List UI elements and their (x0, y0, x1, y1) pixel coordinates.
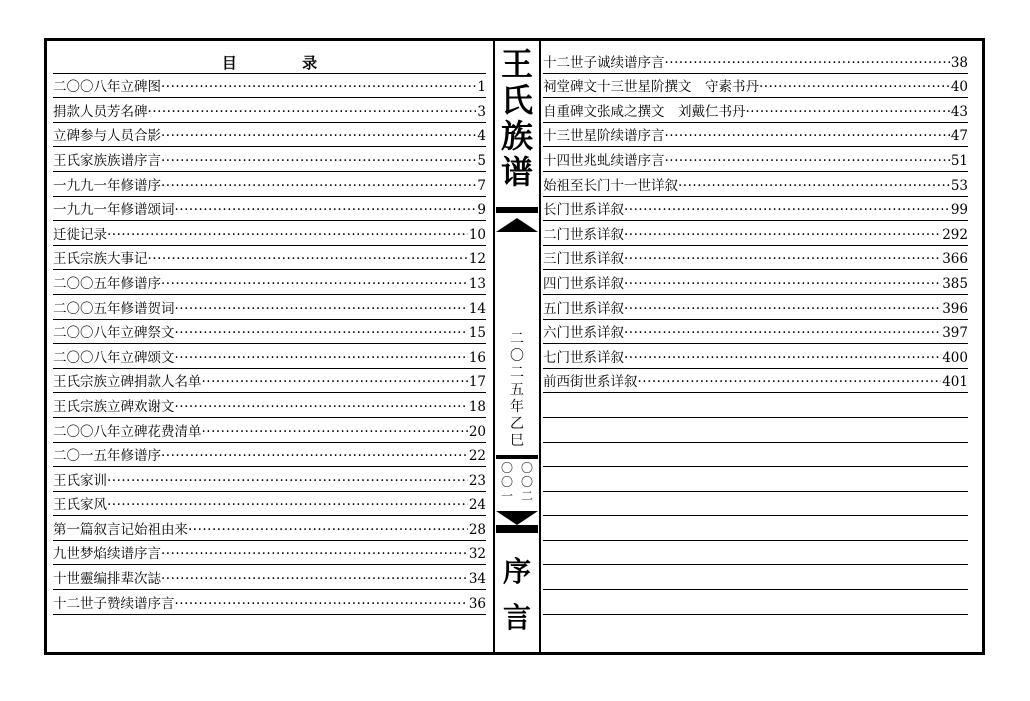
toc-left-entry[interactable] (53, 369, 486, 394)
toc-right-entry[interactable] (543, 320, 968, 345)
entry-page-number: 36 (468, 595, 486, 612)
edition-year-char: 二 (510, 331, 524, 347)
toc-left-entry[interactable] (53, 221, 486, 246)
entry-title: 二〇〇八年立碑图 (53, 79, 161, 96)
empty-ruled-line (543, 467, 968, 492)
entry-page-number: 292 (942, 226, 968, 243)
entry-page-number: 396 (942, 300, 968, 317)
spine-bar-top (496, 207, 538, 213)
entry-page-number: 38 (950, 54, 968, 71)
entry-page-number: 28 (468, 521, 486, 538)
toc-right-entry[interactable] (543, 221, 968, 246)
toc-right-entry[interactable] (543, 172, 968, 197)
entry-title: 十三世星阶续谱序言 (543, 128, 665, 145)
toc-left-entry[interactable] (53, 197, 486, 222)
entry-page-number: 14 (468, 300, 486, 317)
entry-page-number: 385 (942, 275, 968, 292)
entry-title: 王氏家族族谱序言 (53, 152, 161, 169)
dot-leader (665, 153, 950, 169)
toc-right-entry[interactable] (543, 295, 968, 320)
entry-page-number: 47 (950, 128, 968, 145)
toc-left-column (53, 49, 486, 615)
entry-page-number: 53 (950, 177, 968, 194)
spine-bar-mid (496, 455, 538, 459)
entry-title: 一九九一年修谱颂词 (53, 202, 175, 219)
dot-leader (665, 128, 950, 144)
dot-leader (746, 104, 950, 120)
empty-ruled-line (543, 541, 968, 566)
dot-leader (107, 227, 468, 243)
dot-leader (175, 399, 468, 415)
toc-left-entry[interactable] (53, 270, 486, 295)
dot-leader (665, 55, 950, 71)
empty-ruled-line (543, 443, 968, 468)
dot-leader (624, 251, 941, 267)
entry-title: 自重碑文张咸之撰文 刘戴仁书丹 (543, 103, 746, 120)
entry-page-number: 10 (468, 226, 486, 243)
dot-leader (107, 473, 468, 489)
page-left-digit: 一 (500, 489, 513, 503)
dot-leader (175, 202, 477, 218)
spine-band (493, 41, 541, 652)
book-title-char: 族 (500, 117, 533, 155)
entry-title: 三门世系详叙 (543, 251, 624, 268)
entry-page-number: 1 (477, 79, 486, 96)
toc-left-entry[interactable] (53, 467, 486, 492)
edition-year-char: 乙 (510, 416, 524, 432)
dot-leader (175, 301, 468, 317)
entry-page-number: 23 (468, 472, 486, 489)
entry-page-number: 3 (477, 103, 486, 120)
entry-page-number: 12 (468, 251, 486, 268)
entry-title: 四门世系详叙 (543, 275, 624, 292)
entry-page-number: 43 (950, 103, 968, 120)
entry-title: 十二世子诚续谱序言 (543, 54, 665, 71)
entry-title: 二〇〇八年立碑祭文 (53, 325, 175, 342)
book-title-char: 王 (500, 45, 533, 83)
entry-title: 祠堂碑文十三世星阶撰文 守素书丹 (543, 79, 759, 96)
dot-leader (624, 325, 941, 341)
entry-title: 二〇〇五年修谱贺词 (53, 300, 175, 317)
page-right-digit: 二 (520, 489, 533, 503)
dot-leader (161, 128, 476, 144)
page-right-digit: 〇 (520, 461, 533, 475)
dot-leader (148, 104, 477, 120)
entry-page-number: 40 (950, 79, 968, 96)
spine-arrow-up (496, 218, 538, 232)
entry-page-number: 15 (468, 325, 486, 342)
book-spread-frame (44, 38, 985, 655)
dot-leader (624, 276, 941, 292)
toc-left-entry[interactable] (53, 516, 486, 541)
entry-page-number: 7 (477, 177, 486, 194)
dot-leader (678, 178, 950, 194)
book-title-char: 谱 (500, 153, 533, 191)
toc-right-column (543, 49, 968, 615)
toc-right-entry[interactable] (543, 147, 968, 172)
entry-title: 二〇〇八年立碑颂文 (53, 349, 175, 366)
toc-right-entry[interactable] (543, 197, 968, 222)
dot-leader (188, 522, 468, 538)
entry-page-number: 32 (468, 546, 486, 563)
entry-title: 十世靈编排辈次誌 (53, 571, 161, 588)
toc-left-entry[interactable] (53, 246, 486, 271)
toc-right-entry[interactable] (543, 49, 968, 74)
toc-right-entry[interactable] (543, 344, 968, 369)
toc-right-entry[interactable] (543, 123, 968, 148)
entry-title: 始祖至长门十一世详叙 (543, 177, 678, 194)
entry-page-number: 22 (468, 448, 486, 465)
entry-title: 王氏宗族立碑欢谢文 (53, 398, 175, 415)
dot-leader (161, 546, 468, 562)
dot-leader (638, 374, 942, 390)
dot-leader (202, 374, 468, 390)
entry-title: 二〇〇八年立碑花费清单 (53, 423, 202, 440)
toc-left-entry[interactable] (53, 418, 486, 443)
section-title (493, 549, 541, 641)
dot-leader (202, 424, 468, 440)
edition-year-char: 二 (510, 365, 524, 381)
toc-left-entry[interactable] (53, 541, 486, 566)
entry-page-number: 51 (950, 152, 968, 169)
entry-title: 迁徙记录 (53, 226, 107, 243)
dot-leader (161, 276, 468, 292)
toc-left-entry[interactable] (53, 147, 486, 172)
edition-year-char: 〇 (510, 348, 524, 364)
dot-leader (107, 497, 468, 513)
empty-ruled-line (543, 590, 968, 615)
page-number-left (497, 461, 517, 503)
entry-title: 第一篇叙言记始祖由来 (53, 521, 188, 538)
empty-ruled-line (543, 516, 968, 541)
entry-title: 十二世子赞续谱序言 (53, 595, 175, 612)
toc-left-entry[interactable] (53, 172, 486, 197)
entry-title: 二〇一五年修谱序 (53, 448, 161, 465)
dot-leader (161, 79, 476, 95)
edition-year-char: 年 (510, 399, 524, 415)
empty-ruled-line (543, 418, 968, 443)
entry-page-number: 400 (942, 349, 968, 366)
dot-leader (175, 325, 468, 341)
entry-page-number: 18 (468, 398, 486, 415)
empty-ruled-line (543, 492, 968, 517)
dot-leader (175, 596, 468, 612)
entry-title: 一九九一年修谱序 (53, 177, 161, 194)
entry-page-number: 397 (942, 325, 968, 342)
entry-page-number: 13 (468, 275, 486, 292)
edition-year (493, 331, 541, 450)
entry-page-number: 20 (468, 423, 486, 440)
section-title-char: 序 (502, 555, 531, 588)
toc-left-entry[interactable] (53, 320, 486, 345)
entry-title: 七门世系详叙 (543, 349, 624, 366)
empty-ruled-line (543, 393, 968, 418)
entry-page-number: 9 (477, 202, 486, 219)
entry-page-number: 366 (942, 251, 968, 268)
entry-title: 王氏宗族大事记 (53, 251, 148, 268)
entry-title: 王氏宗族立碑捐款人名单 (53, 374, 202, 391)
entry-title: 立碑参与人员合影 (53, 128, 161, 145)
dot-leader (161, 448, 468, 464)
entry-page-number: 99 (950, 202, 968, 219)
entry-title: 六门世系详叙 (543, 325, 624, 342)
edition-year-char: 巳 (510, 433, 524, 449)
dot-leader (624, 202, 950, 218)
dot-leader (759, 79, 950, 95)
toc-left-entry[interactable] (53, 123, 486, 148)
entry-title: 前西街世系详叙 (543, 374, 638, 391)
toc-right-entry[interactable] (543, 98, 968, 123)
toc-right-entry[interactable] (543, 369, 968, 394)
entry-page-number: 17 (468, 374, 486, 391)
dot-leader (624, 227, 941, 243)
toc-left-entry[interactable] (53, 443, 486, 468)
spine-bar-bottom (496, 525, 538, 533)
entry-title: 长门世系详叙 (543, 202, 624, 219)
toc-left-entry[interactable] (53, 295, 486, 320)
dot-leader (161, 153, 476, 169)
entry-title: 九世梦焰续谱序言 (53, 546, 161, 563)
toc-left-entry[interactable] (53, 344, 486, 369)
toc-header-label: 目 录 (221, 53, 348, 72)
page-left-digit: 〇 (500, 475, 513, 489)
entry-page-number: 34 (468, 571, 486, 588)
entry-title: 王氏家训 (53, 472, 107, 489)
entry-title: 王氏家风 (53, 497, 107, 514)
dot-leader (161, 178, 476, 194)
dot-leader (148, 251, 468, 267)
entry-page-number: 24 (468, 497, 486, 514)
page-left-digit: 〇 (500, 461, 513, 475)
dot-leader (175, 350, 468, 366)
entry-page-number: 16 (468, 349, 486, 366)
spine-page-numbers (497, 461, 537, 507)
toc-right-entry[interactable] (543, 74, 968, 99)
book-title-char: 氏 (500, 81, 533, 119)
toc-left-entry[interactable] (53, 565, 486, 590)
dot-leader (161, 571, 468, 587)
empty-ruled-line (543, 565, 968, 590)
toc-right-entry[interactable] (543, 270, 968, 295)
toc-left-entry[interactable] (53, 393, 486, 418)
entry-title: 二〇〇五年修谱序 (53, 275, 161, 292)
edition-year-char: 五 (510, 382, 524, 398)
toc-left-entry[interactable] (53, 98, 486, 123)
section-title-char: 言 (502, 601, 531, 634)
toc-left-entry[interactable] (53, 492, 486, 517)
page-number-right (517, 461, 537, 503)
book-title (493, 46, 541, 190)
entry-page-number: 4 (477, 128, 486, 145)
entry-title: 十四世兆虬续谱序言 (543, 152, 665, 169)
dot-leader (624, 301, 941, 317)
entry-page-number: 5 (477, 152, 486, 169)
toc-right-entry[interactable] (543, 246, 968, 271)
toc-left-entry[interactable] (53, 590, 486, 615)
toc-header (53, 49, 486, 74)
spine-arrow-down (496, 511, 538, 525)
toc-left-entry[interactable] (53, 74, 486, 99)
entry-page-number: 401 (942, 374, 968, 391)
entry-title: 二门世系详叙 (543, 226, 624, 243)
entry-title: 五门世系详叙 (543, 300, 624, 317)
entry-title: 捐款人员芳名碑 (53, 103, 148, 120)
dot-leader (624, 350, 941, 366)
page-right-digit: 〇 (520, 475, 533, 489)
